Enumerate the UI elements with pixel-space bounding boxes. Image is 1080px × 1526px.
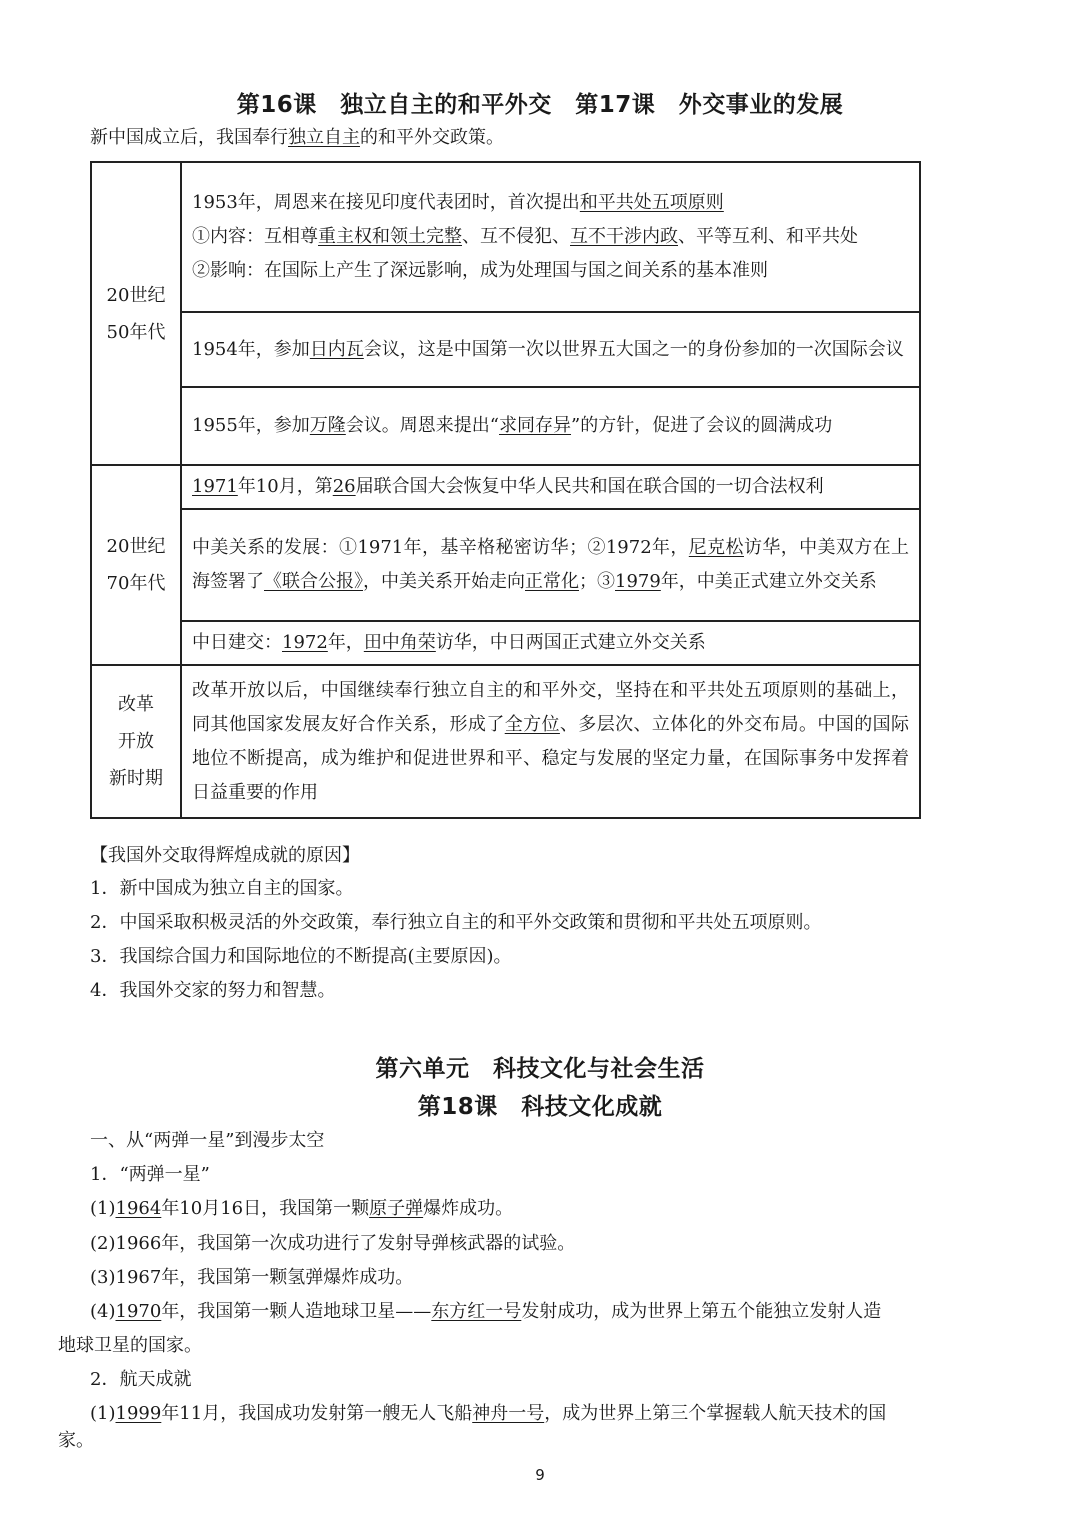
intro-text-end: 的和平外交政策。 <box>360 127 504 148</box>
subsection-heading: 2．航天成就 <box>90 1369 192 1390</box>
intro-line <box>90 125 504 151</box>
row-label-50s: 20世纪 50年代 <box>91 162 181 465</box>
subsection-heading: 1．“两弹一星” <box>90 1164 210 1185</box>
row-label-reform: 改革 开放 新时期 <box>91 665 181 818</box>
section-heading: 一、从“两弹一星”到漫步太空 <box>90 1130 325 1151</box>
cell-1971-un: 1971年10月，第26届联合国大会恢复中华人民共和国在联合国的一切合法权利 <box>181 465 920 509</box>
reason-item: 4．我国外交家的努力和智慧。 <box>90 980 336 1001</box>
unit-title: 第六单元 科技文化与社会生活 <box>375 1056 705 1082</box>
reasons-heading: 【我国外交取得辉煌成就的原因】 <box>90 845 360 866</box>
lesson-18-title: 第18课 科技文化成就 <box>417 1094 663 1120</box>
achievement-item: (4)1970年，我国第一颗人造地球卫星——东方红一号发射成功，成为世界上第五个能独立发射人造 <box>90 1301 882 1322</box>
cell-sino-us: 中美关系的发展：①1971年，基辛格秘密访华；②1972年，尼克松访华，中美双方在上海签署了《联合公报》，中美关系开始走向正常化；③1979年，中美正式建立外交关系 <box>181 509 920 621</box>
achievement-item: (1)1964年10月16日，我国第一颗原子弹爆炸成功。 <box>90 1198 514 1219</box>
reason-item: 3．我国综合国力和国际地位的不断提高(主要原因)。 <box>90 946 512 967</box>
cell-sino-japan: 中日建交：1972年，田中角荣访华，中日两国正式建立外交关系 <box>181 621 920 665</box>
cell-reform: 改革开放以后，中国继续奉行独立自主的和平外交，坚持在和平共处五项原则的基础上，同其他国家发展友好合作关系，形成了全方位、多层次、立体化的外交布局。中国的国际地位不断提高，成为维护和促进世界和平、稳定与发展的坚定力量，在国际事务中发挥着日益重要的作用 <box>181 665 920 818</box>
achievement-item: (3)1967年，我国第一颗氢弹爆炸成功。 <box>90 1267 414 1288</box>
cell-1953: 1953年，周恩来在接见印度代表团时，首次提出和平共处五项原则 ①内容：互相尊重主权和领土完整、互不侵犯、互不干涉内政、平等互利、和平共处 ②影响：在国际上产生了深远影响，成为处理国与国之间关系的基本准则 <box>181 162 920 312</box>
intro-text: 新中国成立后，我国奉行 <box>90 127 288 148</box>
space-item: (1)1999年11月，我国成功发射第一艘无人飞船神舟一号，成为世界上第三个掌握载人航天技术的国 <box>90 1403 887 1424</box>
reason-item: 2．中国采取积极灵活的外交政策，奉行独立自主的和平外交政策和贯彻和平共处五项原则。 <box>90 912 822 933</box>
cell-1954: 1954年，参加日内瓦会议，这是中国第一次以世界五大国之一的身份参加的一次国际会议 <box>181 312 920 387</box>
achievement-item: (2)1966年，我国第一次成功进行了发射导弹核武器的试验。 <box>90 1233 576 1254</box>
intro-underlined: 独立自主 <box>288 127 360 148</box>
row-label-70s: 20世纪 70年代 <box>91 465 181 665</box>
cell-1955: 1955年，参加万隆会议。周恩来提出“求同存异”的方针，促进了会议的圆满成功 <box>181 387 920 465</box>
reason-item: 1．新中国成为独立自主的国家。 <box>90 878 354 899</box>
lesson-title: 第16课 独立自主的和平外交 第17课 外交事业的发展 <box>236 92 844 118</box>
diplomacy-table <box>90 161 921 819</box>
achievement-item-cont: 地球卫星的国家。 <box>58 1335 202 1356</box>
page-number: 9 <box>535 1466 545 1484</box>
space-item-cont: 家。 <box>58 1430 94 1451</box>
